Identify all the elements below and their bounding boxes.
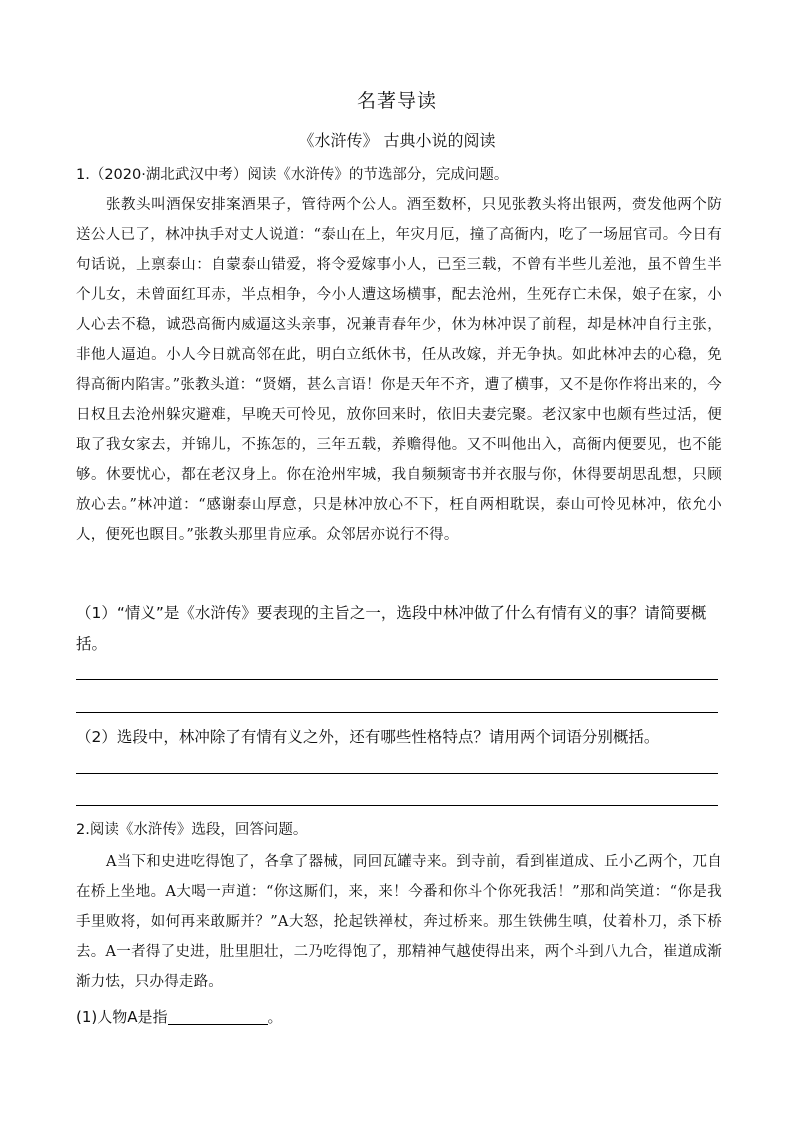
question-1-sub-1: （1）“情义”是《水浒传》要表现的主旨之一，选段中林冲做了什么有情有义的事？请简要概括。 [76, 604, 707, 653]
question-2-sub-1-suffix: 。 [267, 1008, 283, 1026]
question-2-sub-1-prefix: (1)人物A是指 [76, 1008, 168, 1026]
answer-line-1[interactable] [76, 679, 718, 680]
question-1-intro: 1.（2020·湖北武汉中考）阅读《水浒传》的节选部分，完成问题。 [76, 167, 509, 183]
answer-line-3[interactable] [76, 773, 718, 774]
page-title: 名著导读 [356, 90, 437, 112]
answer-line-4[interactable] [76, 805, 718, 806]
question-2-intro: 2.阅读《水浒传》选段，回答问题。 [76, 822, 308, 838]
question-1-sub-2: （2）选段中，林冲除了有情有义之外，还有哪些性格特点？请用两个词语分别概括。 [76, 728, 660, 746]
fill-in-blank[interactable] [168, 1008, 268, 1025]
answer-line-2[interactable] [76, 712, 718, 713]
question-2-passage: A当下和史进吃得饱了，各拿了器械，同回瓦罐寺来。到寺前，看到崔道成、丘小乙两个，兀自在桥上坐地。A大喝一声道：“你这厮们，来，来！今番和你斗个你死我活！”那和尚笑道：“你是我手里败将，如何再来敢厮并？”A大怒，抡起铁禅杖，奔过桥来。那生铁佛生嗔，仗着朴刀，杀下桥去。A一者得了史进，肚里胆壮，二乃吃得饱了，那精神气越使得出来，两个斗到八九合，崔道成渐渐力怯，只办得走路。 [76, 854, 722, 990]
question-2-sub-1 [76, 1002, 726, 1033]
question-1-passage: 张教头叫酒保安排案酒果子，管待两个公人。酒至数杯，只见张教头将出银两，赍发他两个防送公人已了，林冲执手对丈人说道：“泰山在上，年灾月厄，撞了高衙内，吃了一场屈官司。今日有句话说，上禀泰山：自蒙泰山错爱，将令爱嫁事小人，已至三载，不曾有半些儿差池，虽不曾生半个儿女，未曾面红耳赤，半点相争，今小人遭这场横事，配去沧州，生死存亡未保，娘子在家，小人心去不稳，诚恐高衙内威逼这头亲事，况兼青春年少，休为林冲误了前程，却是林冲自行主张，非他人逼迫。小人今日就高邻在此，明白立纸休书，任从改嫁，并无争执。如此林冲去的心稳，免得高衙内陷害。”张教头道：“贤婿，甚么言语！你是天年不齐，遭了横事，又不是你作将出来的，今日权且去沧州躲灾避难，早晚天可怜见，放你回来时，依旧夫妻完聚。老汉家中也颇有些过活，便取了我女家去，并锦儿，不拣怎的，三年五载，养赡得他。又不叫他出入，高衙内便要见，也不能够。休要忧心，都在老汉身上。你在沧州牢城，我自频频寄书并衣服与你，休得要胡思乱想，只顾放心去。”林冲道：“感谢泰山厚意，只是林冲放心不下，枉自两相耽误，泰山可怜见林冲，依允小人，便死也瞑目。”张教头那里肯应承。众邻居亦说行不得。 [76, 197, 722, 543]
section-subtitle: 《水浒传》 古典小说的阅读 [298, 131, 496, 150]
